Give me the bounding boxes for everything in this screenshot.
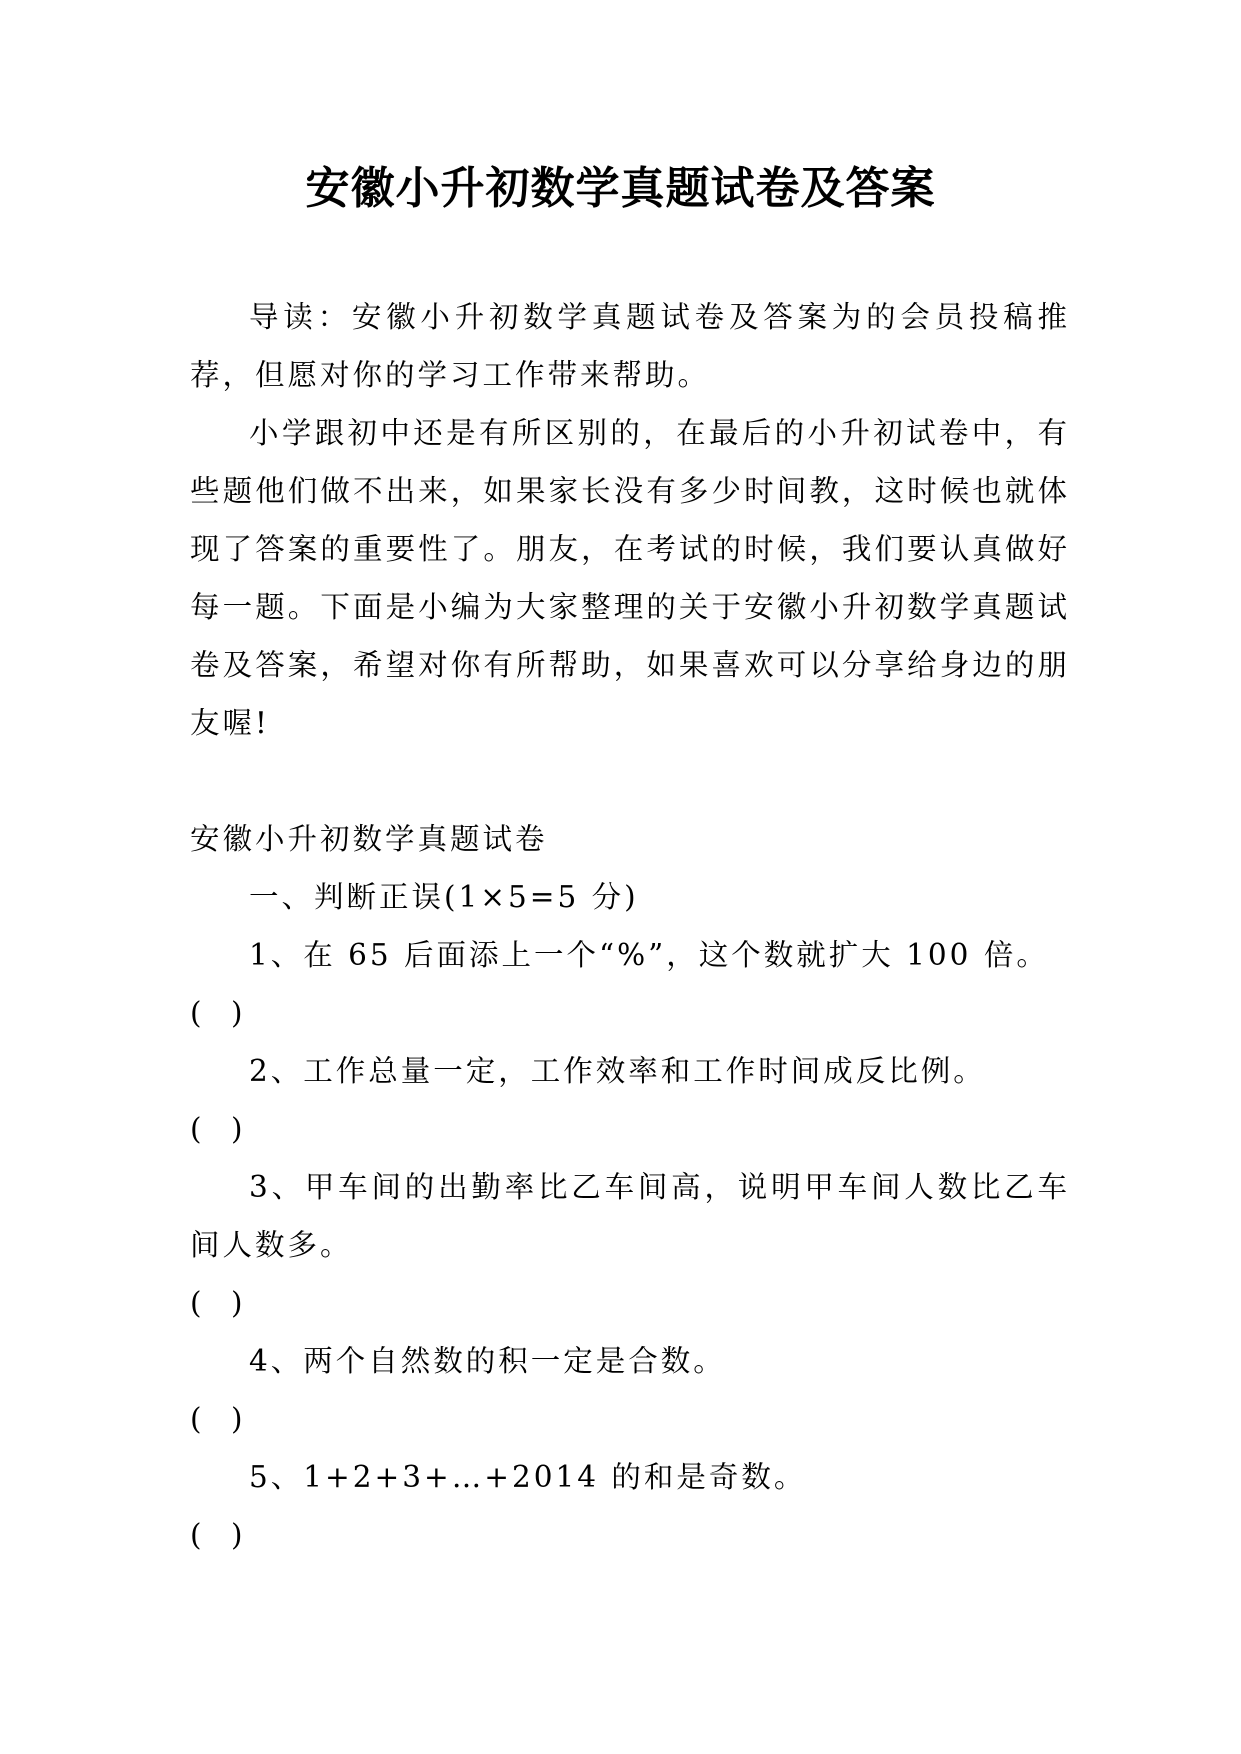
body-paragraph: 小学跟初中还是有所区别的，在最后的小升初试卷中，有些题他们做不出来，如果家长没有多少时间教，这时候也就体现了答案的重要性了。朋友，在考试的时候，我们要认真做好每一题。下面是小编为大家整理的关于安徽小升初数学真题试卷及答案，希望对你有所帮助，如果喜欢可以分享给身边的朋友喔! — [190, 416, 1070, 740]
question-2: 2、工作总量一定，工作效率和工作时间成反比例。 — [249, 1054, 986, 1088]
document-body — [190, 288, 1070, 1564]
document-title: 安徽小升初数学真题试卷及答案 — [305, 163, 936, 214]
question-3: 3、甲车间的出勤率比乙车间高，说明甲车间人数比乙车间人数多。 — [190, 1170, 1070, 1262]
intro-paragraph: 导读：安徽小升初数学真题试卷及答案为的会员投稿推荐，但愿对你的学习工作带来帮助。 — [190, 300, 1070, 392]
answer-blank-2: ( ) — [190, 1112, 243, 1146]
spacer — [190, 752, 1070, 810]
answer-blank-3: ( ) — [190, 1286, 243, 1320]
question-4: 4、两个自然数的积一定是合数。 — [249, 1344, 726, 1378]
answer-blank-4: ( ) — [190, 1402, 243, 1436]
answer-blank-5: ( ) — [190, 1518, 243, 1552]
question-1: 1、在 65 后面添上一个“%”，这个数就扩大 100 倍。 — [249, 938, 1049, 972]
section-heading: 安徽小升初数学真题试卷 — [190, 822, 548, 856]
answer-blank-1: ( ) — [190, 996, 243, 1030]
part-heading: 一、判断正误(1×5=5 分) — [249, 880, 639, 914]
question-5: 5、1+2+3+…+2014 的和是奇数。 — [249, 1460, 807, 1494]
